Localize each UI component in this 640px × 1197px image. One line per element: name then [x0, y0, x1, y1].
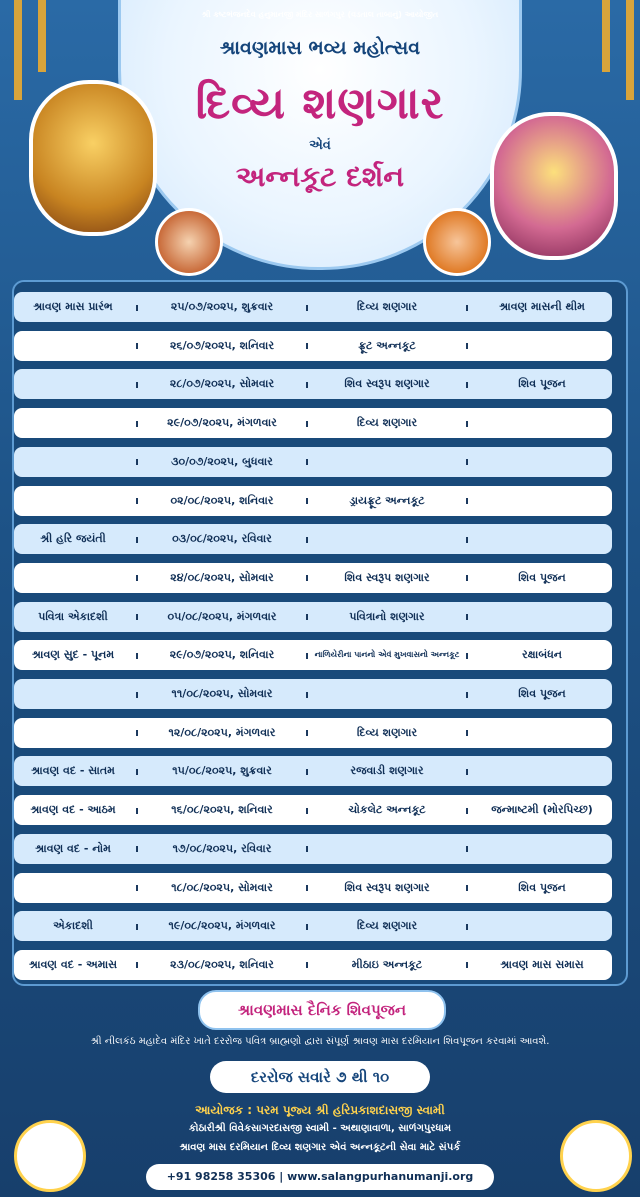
separator: ı [465, 416, 469, 430]
separator: ı [135, 610, 139, 624]
separator: ı [135, 726, 139, 740]
separator: ı [135, 300, 139, 314]
shringar-cell: દિવ્ય શણગાર [356, 416, 418, 430]
separator: ı [305, 842, 309, 856]
table-row [14, 795, 612, 825]
separator: ı [135, 648, 139, 662]
guru-portrait-right [423, 208, 491, 276]
date-cell: ૨૪/૦૮/૨૦૨૫, સોમવાર [170, 570, 274, 584]
table-row [14, 834, 612, 864]
table-row [14, 911, 612, 941]
shringar-cell: ડ્રાયફ્રૂટ અન્નકૂટ [349, 493, 425, 507]
theme-cell: શ્રાવણ માસ સમાસ [500, 957, 584, 971]
separator: ı [135, 803, 139, 817]
table-row [14, 524, 612, 554]
separator: ı [305, 648, 309, 662]
date-cell: ૧૧/૦૮/૨૦૨૫, સોમવાર [171, 687, 273, 700]
separator: ı [135, 958, 139, 972]
shringar-cell: મીઠાઇ અન્નકૂટ [351, 957, 423, 971]
separator: ı [135, 416, 139, 430]
separator: ı [305, 300, 309, 314]
separator: ı [135, 455, 139, 469]
date-cell: ૧૯/૦૮/૨૦૨૫, મંગળવાર [168, 919, 276, 933]
separator: ı [465, 648, 469, 662]
and-text: એવં [309, 138, 331, 153]
theme-cell: શિવ પૂજન [518, 570, 566, 584]
shringar-cell: ચોકલેટ અન્નકૂટ [348, 803, 426, 817]
organiser-line: આયોજક : પરમ પૂજ્ય શ્રી હરિપ્રકાશદાસજી સ્વામી [195, 1103, 445, 1117]
shringar-cell: દિવ્ય શણગાર [356, 300, 418, 313]
theme-cell: શિવ પૂજન [518, 880, 566, 894]
annakut-title: અન્નકૂટ દર્શન [235, 160, 405, 193]
separator: ı [135, 377, 139, 391]
event-cell: શ્રી હરિ જયંતી [40, 532, 106, 546]
table-row [14, 602, 612, 632]
logo-right [560, 1120, 632, 1192]
event-cell: શ્રાવણ વદ - સાતમ [31, 764, 115, 778]
separator: ı [305, 958, 309, 972]
deity-image [490, 112, 618, 260]
separator: ı [135, 571, 139, 585]
shringar-cell: પવિત્રાનો શણગાર [349, 609, 425, 623]
event-cell: શ્રાવણ વદ - અમાસ [28, 957, 118, 971]
table-row [14, 640, 612, 670]
daily-timing: દરરોજ સવારે ૭ થી ૧૦ [210, 1061, 430, 1093]
separator: ı [305, 881, 309, 894]
separator: ı [465, 842, 469, 856]
separator: ı [135, 339, 139, 353]
separator: ı [135, 919, 139, 933]
separator: ı [465, 455, 469, 469]
separator: ı [465, 726, 469, 740]
separator: ı [305, 610, 309, 624]
separator: ı [465, 919, 469, 933]
table-row [14, 679, 612, 709]
shivpujan-description: શ્રી નીલકંઠ મહાદેવ મંદિર ખાતે દરરોજ પવિત્ર બ્રાહ્મણો દ્વારા સંપૂર્ણ શ્રાવણ માસ દરમિયાન શિવપૂજન કરવામાં આવશે. [90, 1036, 550, 1047]
main-title: દિવ્ય શણગાર [195, 78, 445, 129]
separator: ı [135, 687, 139, 701]
table-row [14, 563, 612, 593]
date-cell: ૨૬/૦૭/૨૦૨૫, શનિવાર [169, 338, 275, 352]
separator: ı [305, 919, 309, 933]
shringar-cell: દિવ્ય શણગાર [356, 725, 418, 739]
event-cell: શ્રાવણ સુદ - પૂનમ [31, 648, 115, 662]
kothari-line: કોઠારીશ્રી વિવેકસાગરદાસજી સ્વામી - અથાણાવાળા, સાળંગપુરધામ [188, 1123, 452, 1134]
separator: ı [135, 532, 139, 546]
event-cell: શ્રાવણ વદ - નોમ [35, 841, 111, 855]
shringar-cell: શિવ સ્વરૂપ શણગાર [344, 377, 430, 391]
separator: ı [305, 803, 309, 817]
table-row [14, 331, 612, 361]
table-row [14, 292, 612, 322]
shringar-cell: દિવ્ય શણગાર [356, 919, 418, 933]
separator: ı [465, 881, 469, 894]
separator: ı [305, 687, 309, 701]
table-row [14, 408, 612, 438]
shringar-cell: શિવ સ્વરૂપ શણગાર [344, 570, 430, 584]
separator: ı [305, 494, 309, 507]
separator: ı [305, 726, 309, 740]
separator: ı [305, 416, 309, 430]
event-cell: પવિત્રા એકાદશી [38, 609, 108, 623]
separator: ı [465, 803, 469, 817]
separator: ı [305, 764, 309, 778]
org-line: શ્રી કષ્ટભંજનદેવ હનુમાનજી મંદિર સાળંગપુર (વડતાલ તાબાનું) આયોજીત [201, 10, 439, 19]
separator: ı [465, 958, 469, 972]
separator: ı [135, 494, 139, 507]
separator: ı [305, 339, 309, 353]
date-cell: ૦૨/૦૮/૨૦૨૫, શનિવાર [170, 493, 274, 507]
date-cell: ૧૫/૦૮/૨૦૨૫, શુક્રવાર [172, 764, 272, 778]
date-cell: ૦૩/૦૮/૨૦૨૫, રવિવાર [172, 532, 272, 546]
separator: ı [465, 610, 469, 624]
separator: ı [465, 377, 469, 391]
date-cell: ૧૨/૦૮/૨૦૨૫, મંગળવાર [168, 725, 276, 739]
shringar-cell: નાળિયેરીના પાનનો એવં મુખવાસનો અન્નકૂટ [314, 650, 460, 660]
event-cell: શ્રાવણ માસ પ્રારંભ [33, 300, 113, 313]
table-row [14, 447, 612, 477]
event-cell: શ્રાવણ વદ - આઠમ [30, 803, 116, 817]
separator: ı [305, 377, 309, 391]
theme-cell: રક્ષાબંધન [522, 648, 562, 662]
table-row [14, 486, 612, 516]
separator: ı [305, 532, 309, 546]
separator: ı [465, 339, 469, 353]
table-row [14, 756, 612, 786]
date-cell: ૧૮/૦૮/૨૦૨૫, સોમવાર [171, 880, 273, 894]
separator: ı [135, 881, 139, 894]
separator: ı [135, 842, 139, 856]
separator: ı [305, 571, 309, 585]
theme-cell: શિવ પૂજન [518, 377, 566, 391]
date-cell: ૧૬/૦૮/૨૦૨૫, શનિવાર [171, 803, 273, 817]
contact-info-line: શ્રાવણ માસ દરમિયાન દિવ્ય શણગાર એવં અન્નકૂટની સેવા માટે સંપર્ક [179, 1142, 461, 1153]
table-row [14, 873, 612, 903]
shringar-cell: શિવ સ્વરૂપ શણગાર [344, 880, 430, 894]
theme-cell: જન્માષ્ટમી (મોરપિચ્છ) [491, 803, 593, 817]
separator: ı [305, 455, 309, 469]
daily-shivpujan-title: શ્રાવણમાસ દૈનિક શિવપૂજન [198, 990, 446, 1030]
date-cell: ૨૯/૦૭/૨૦૨૫, શનિવાર [169, 648, 275, 662]
shringar-cell: રજવાડી શણગાર [350, 764, 424, 778]
table-row [14, 718, 612, 748]
shringar-cell: ફ્રૂટ અન્નકૂટ [358, 338, 416, 352]
separator: ı [465, 494, 469, 507]
table-row [14, 369, 612, 399]
date-cell: ૦૫/૦૮/૨૦૨૫, મંગળવાર [167, 609, 277, 623]
theme-cell: શ્રાવણ માસની થીમ [499, 300, 585, 313]
event-cell: એકાદશી [53, 919, 93, 933]
theme-cell: શિવ પૂજન [518, 687, 566, 700]
contact-details: +91 98258 35306 | www.salangpurhanumanji.org [146, 1164, 494, 1190]
date-cell: ૧૭/૦૮/૨૦૨૫, રવિવાર [172, 841, 272, 855]
date-cell: ૨૫/૦૭/૨૦૨૫, શુક્રવાર [170, 300, 274, 313]
date-cell: ૨૯/૦૭/૨૦૨૫, મંગળવાર [167, 416, 277, 430]
separator: ı [465, 764, 469, 778]
hanumanji-image [29, 80, 157, 236]
separator: ı [465, 571, 469, 585]
separator: ı [135, 764, 139, 778]
table-row [14, 950, 612, 980]
logo-left [14, 1120, 86, 1192]
date-cell: ૨૩/૦૮/૨૦૨૫, શનિવાર [170, 957, 274, 971]
separator: ı [465, 687, 469, 701]
separator: ı [465, 532, 469, 546]
guru-portrait-left [155, 208, 223, 276]
separator: ı [465, 300, 469, 314]
festival-title: શ્રાવણમાસ ભવ્ય મહોત્સવ [219, 37, 421, 59]
date-cell: ૨૮/૦૭/૨૦૨૫, સોમવાર [169, 377, 275, 391]
date-cell: ૩૦/૦૭/૨૦૨૫, બુધવાર [171, 454, 273, 468]
